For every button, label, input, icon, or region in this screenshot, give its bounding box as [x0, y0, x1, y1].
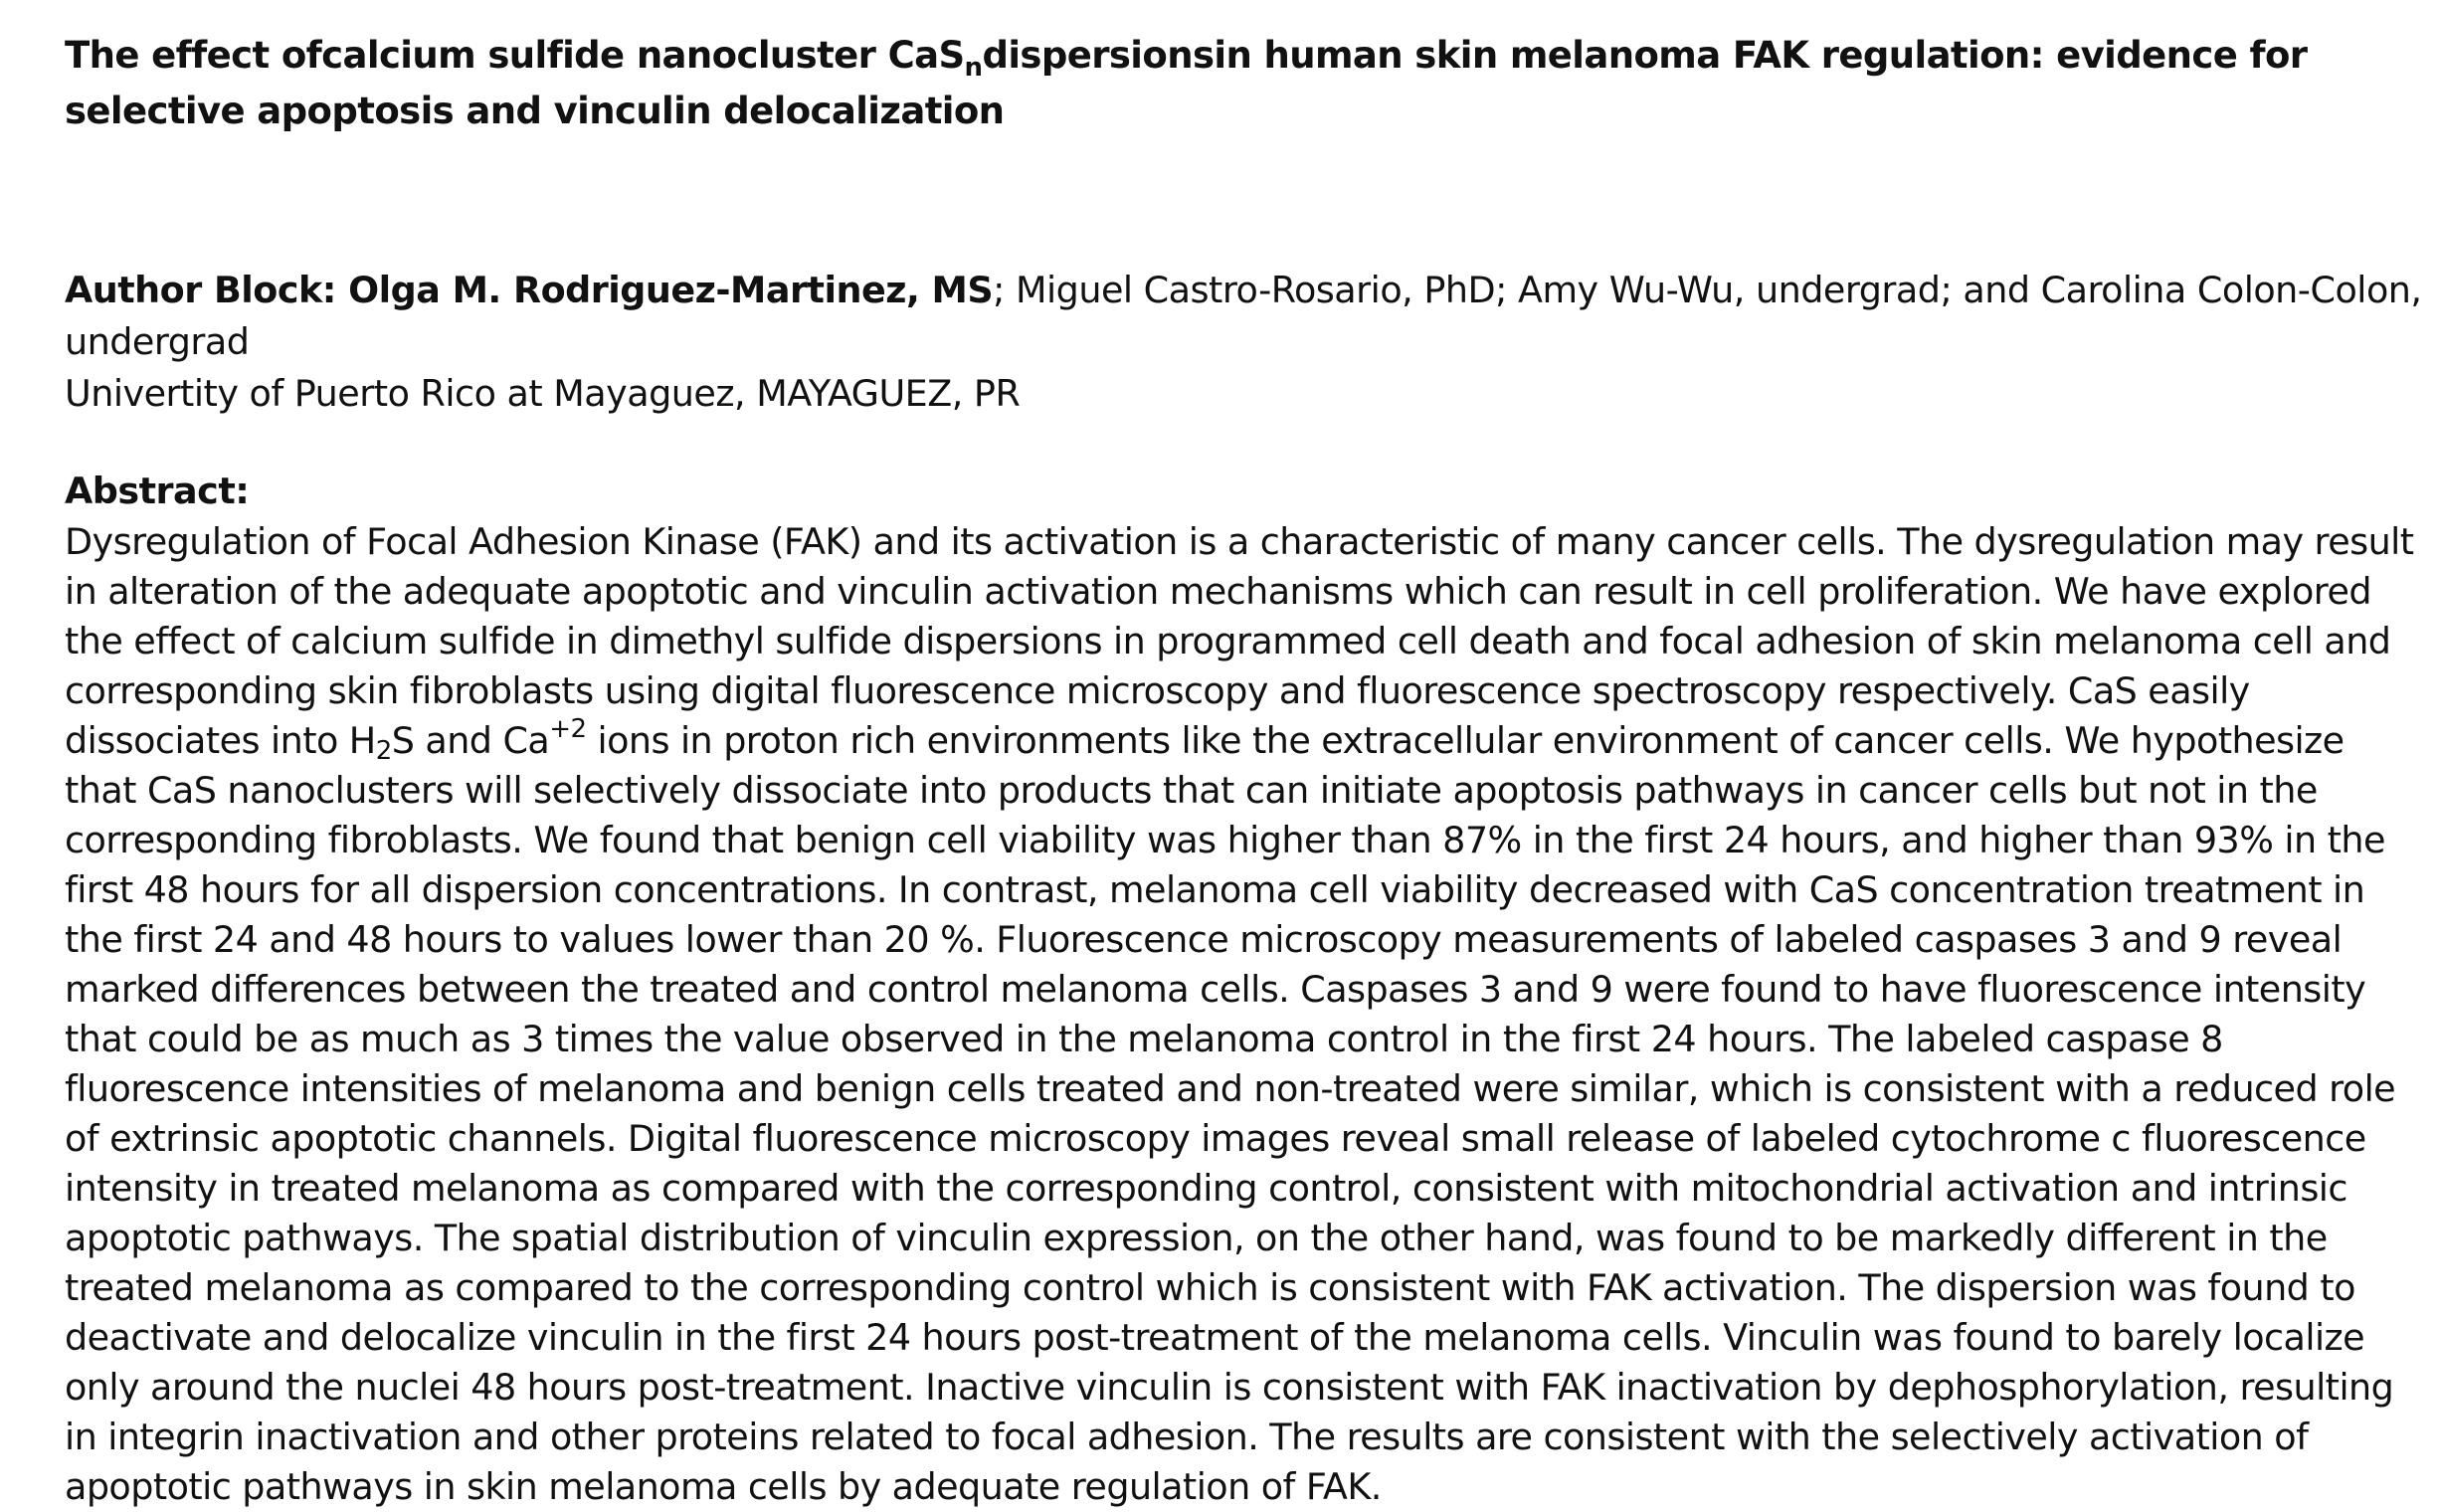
abstract-heading: Abstract:: [65, 470, 250, 512]
paper-title: [65, 28, 2424, 139]
abstract-text-b: S and Ca: [391, 719, 550, 762]
co-authors: ; Miguel Castro-Rosario, PhD; Amy Wu-Wu, undergrad; and Carolina Colon-Colon, undergrad: [65, 269, 2422, 363]
abstract-body: [65, 517, 2424, 1512]
author-block: [65, 265, 2424, 368]
abstract-text-c: ions in proton rich environments like the extracellular environment of cancer cells. We hypothesize that CaS nanoclusters will selectively dissociate into products that can initiate apoptosis pathways in cancer cells but not in the corresponding fibroblasts. We found that benign cell viability was higher than 87% in the first 24 hours, and higher than 93% in the first 48 hours for all dispersion concentrations. In contrast, melanoma cell viability decreased with CaS concentration treatment in the first 24 and 48 hours to values lower than 20 %. Fluorescence microscopy measurements of labeled caspases 3 and 9 reveal marked differences between the treated and control melanoma cells. Caspases 3 and 9 were found to have fluorescence intensity that could be as much as 3 times the value observed in the melanoma control in the first 24 hours. The labeled caspase 8 fluorescence intensities of melanoma and benign cells treated and non-treated were similar, which is consistent with a reduced role of extrinsic apoptotic channels. Digital fluorescence microscopy images reveal small release of labeled cytochrome c fluorescence intensity in treated melanoma as compared with the corresponding control, consistent with mitochondrial activation and intrinsic apoptotic pathways. The spatial distribution of vinculin expression, on the other hand, was found to be markedly different in the treated melanoma as compared to the corresponding control which is consistent with FAK activation. The dispersion was found to deactivate and delocalize vinculin in the first 24 hours post-treatment of the melanoma cells. Vinculin was found to barely localize only around the nuclei 48 hours post-treatment. Inactive vinculin is consistent with FAK inactivation by dephosphorylation, resulting in integrin inactivation and other proteins related to focal adhesion. The results are consistent with the selectively activation of apoptotic pathways in skin melanoma cells by adequate regulation of FAK.: [65, 719, 2396, 1508]
affiliation: Univertity of Puerto Rico at Mayaguez, MAYAGUEZ, PR: [65, 372, 1021, 415]
title-subscript: n: [964, 53, 983, 83]
abstract-document: [65, 28, 2424, 1512]
ca-charge-superscript: +2: [549, 714, 587, 744]
h2-subscript: 2: [375, 736, 392, 766]
title-text-part1: The effect ofcalcium sulfide nanocluster CaS: [65, 34, 965, 77]
title-text-part2: dispersionsin human skin melanoma FAK regulation: evidence for selective apoptosis and vinculin delocalization: [65, 34, 2308, 132]
abstract-text-a: Dysregulation of Focal Adhesion Kinase (FAK) and its activation is a characteristic of many cancer cells. The dysregulation may result in alteration of the adequate apoptotic and vinculin activation mechanisms which can result in cell proliferation. We have explored the effect of calcium sulfide in dimethyl sulfide dispersions in programmed cell death and focal adhesion of skin melanoma cell and corresponding skin fibroblasts using digital fluorescence microscopy and fluorescence spectroscopy respectively. CaS easily dissociates into H: [65, 520, 2414, 762]
author-block-label: Author Block: Olga M. Rodriguez-Martinez, MS: [65, 269, 994, 311]
